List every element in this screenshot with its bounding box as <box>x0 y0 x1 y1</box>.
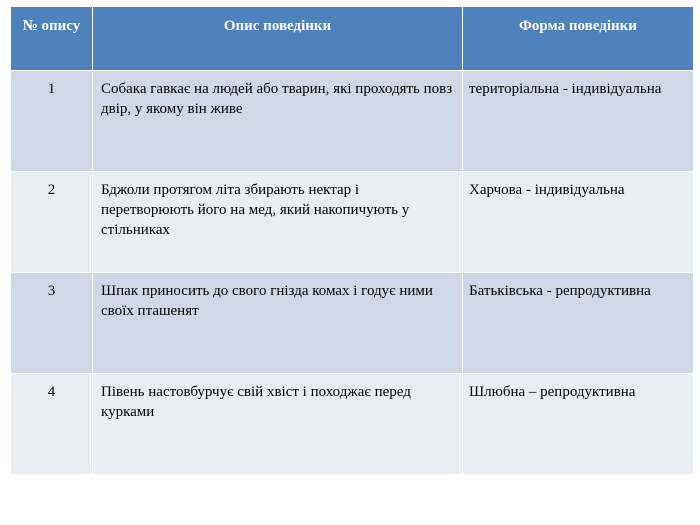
row-description: Півень настовбурчує свій хвіст і походжає перед курками <box>93 374 463 475</box>
row-form: Батьківська - репродуктивна <box>463 273 694 374</box>
behavior-table-container <box>10 6 693 475</box>
row-form: Шлюбна – репродуктивна <box>463 374 694 475</box>
row-description: Собака гавкає на людей або тварин, які проходять повз двір, у якому він живе <box>93 71 463 172</box>
row-number: 1 <box>11 71 93 172</box>
row-description: Шпак приносить до свого гнізда комах і годує ними своїх пташенят <box>93 273 463 374</box>
header-form: Форма поведінки <box>463 7 694 71</box>
table-row <box>11 273 694 374</box>
header-row <box>11 7 694 71</box>
header-number: № опису <box>11 7 93 71</box>
row-number: 2 <box>11 172 93 273</box>
row-form: територіальна - індивідуальна <box>463 71 694 172</box>
header-description: Опис поведінки <box>93 7 463 71</box>
row-number: 3 <box>11 273 93 374</box>
row-description: Бджоли протягом літа збирають нектар і перетворюють його на мед, який накопичують у стільниках <box>93 172 463 273</box>
row-form: Харчова - індивідуальна <box>463 172 694 273</box>
row-number: 4 <box>11 374 93 475</box>
table-row <box>11 374 694 475</box>
table-row <box>11 172 694 273</box>
behavior-table <box>10 6 694 475</box>
table-row <box>11 71 694 172</box>
